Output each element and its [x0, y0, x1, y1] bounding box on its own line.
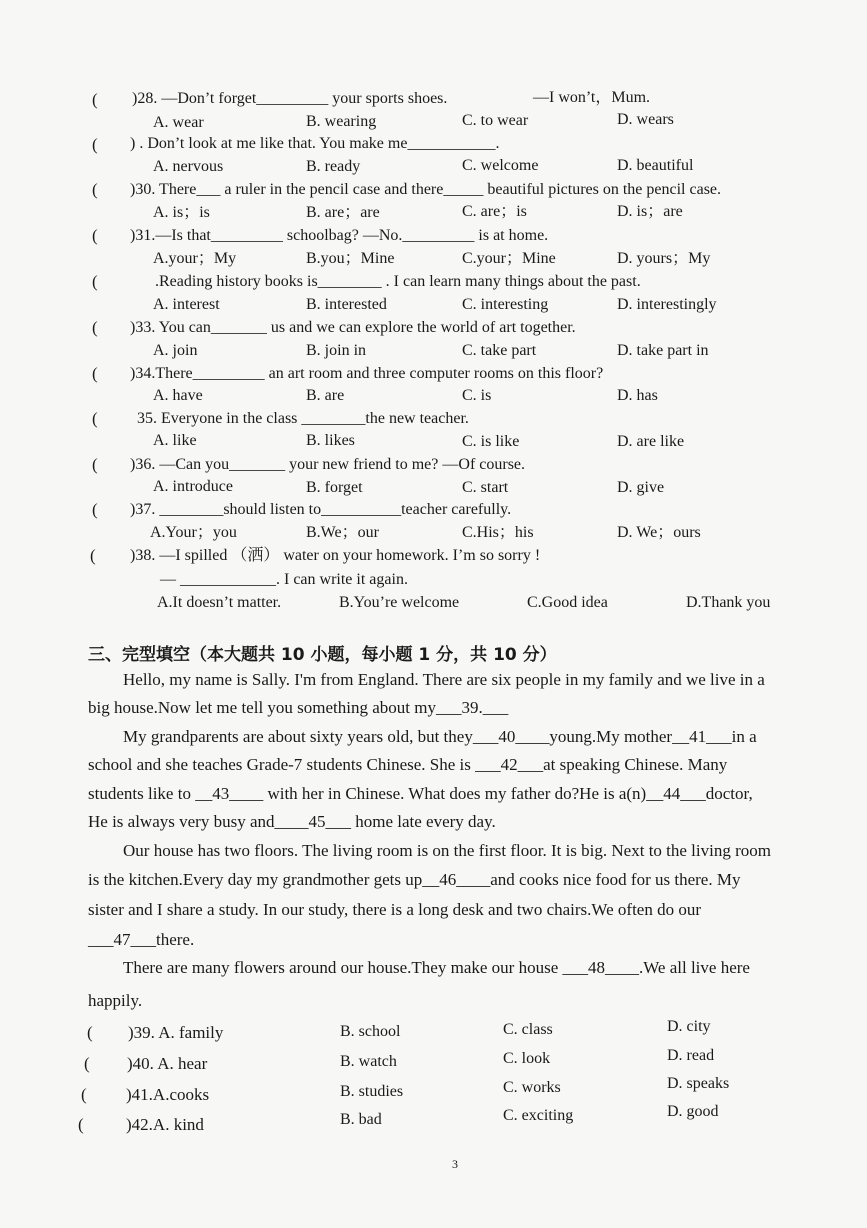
option-b: B. likes	[306, 432, 355, 449]
question-stem: .Reading history books is________ . I can learn many things about the past.	[155, 273, 641, 290]
option-a: A.Your；you	[150, 524, 237, 541]
option-b: B. are；are	[306, 204, 380, 221]
option-c: C.your；Mine	[462, 250, 556, 267]
passage-line: ___47___there.	[88, 930, 195, 949]
answer-paren: (	[92, 455, 98, 474]
passage-line: My grandparents are about sixty years old, but they___40____young.My mother__41___in a	[123, 727, 757, 746]
passage-line: big house.Now let me tell you something about my___39.___	[88, 698, 509, 717]
option-b: B.You’re welcome	[339, 594, 460, 611]
question-stem: )33. You can_______ us and we can explore the world of art together.	[130, 319, 576, 336]
option-d: D. is；are	[617, 203, 683, 220]
option-d: D. wears	[617, 111, 674, 128]
option-c: C. works	[503, 1079, 561, 1096]
cloze-question: )42.A. kind	[126, 1115, 204, 1134]
answer-paren: (	[81, 1085, 87, 1104]
passage-line: There are many flowers around our house.They make our house ___48____.We all live here	[123, 958, 750, 977]
option-b: B. ready	[306, 158, 361, 175]
question-stem: )31.—Is that_________ schoolbag? —No._________ is at home.	[130, 227, 549, 244]
option-c: C.His；his	[462, 524, 534, 541]
answer-paren: (	[92, 409, 98, 428]
option-d: D. take part in	[617, 342, 709, 359]
option-b: B. join in	[306, 342, 367, 359]
option-d: D. speaks	[667, 1075, 730, 1092]
option-d: D.Thank you	[686, 594, 771, 611]
option-d: D. read	[667, 1047, 715, 1064]
answer-paren: (	[87, 1023, 93, 1042]
answer-paren: (	[78, 1115, 84, 1134]
answer-paren: (	[92, 364, 98, 383]
option-c: C. to wear	[462, 112, 529, 129]
option-b: B. school	[340, 1023, 401, 1040]
question-stem: )37. ________should listen to__________teacher carefully.	[130, 501, 512, 518]
option-c: C. is	[462, 387, 492, 404]
option-c: C. welcome	[462, 157, 539, 174]
option-b: B.We；our	[306, 524, 379, 541]
question-reply-line: — ____________. I can write it again.	[160, 571, 408, 588]
option-a: A. wear	[153, 114, 204, 131]
option-a: A.your；My	[153, 250, 237, 267]
question-stem: 35. Everyone in the class ________the new teacher.	[137, 410, 469, 427]
option-a: A. nervous	[153, 158, 224, 175]
option-d: D. give	[617, 479, 665, 496]
option-d: D. good	[667, 1103, 719, 1120]
option-d: D. has	[617, 387, 658, 404]
option-b: B. studies	[340, 1083, 404, 1100]
passage-line: students like to __43____ with her in Chinese. What does my father do?He is a(n)__44___doctor,	[88, 784, 753, 803]
question-stem: )36. —Can you_______ your new friend to me? —Of course.	[130, 456, 526, 473]
question-stem: )38. —I spilled （洒） water on your homework. I’m so sorry !	[130, 547, 541, 564]
option-a: A. like	[153, 432, 197, 449]
option-c: C. start	[462, 479, 509, 496]
question-stem: )30. There___ a ruler in the pencil case and there_____ beautiful pictures on the pencil case.	[130, 181, 722, 198]
option-a: A. introduce	[153, 478, 233, 495]
option-b: B. bad	[340, 1111, 382, 1128]
question-stem: )34.There_________ an art room and three computer rooms on this floor?	[130, 365, 604, 382]
answer-paren: (	[90, 546, 96, 565]
section-heading: 三、完型填空（本大题共 10 小题，每小题 1 分，共 10 分）	[88, 645, 557, 665]
answer-paren: (	[92, 500, 98, 519]
answer-paren: (	[92, 135, 98, 154]
question-reply: —I won’t，Mum.	[533, 89, 651, 106]
passage-line: sister and I share a study. In our study, there is a long desk and two chairs.We often do our	[88, 900, 701, 919]
passage-line: happily.	[88, 991, 143, 1010]
option-d: D. interestingly	[617, 296, 717, 313]
option-c: C.Good idea	[527, 594, 608, 611]
option-b: B. are	[306, 387, 345, 404]
cloze-question: )41.A.cooks	[126, 1085, 210, 1104]
option-d: D. We；ours	[617, 524, 701, 541]
passage-line: school and she teaches Grade-7 students Chinese. She is ___42___at speaking Chinese. Many	[88, 755, 728, 774]
option-d: D. are like	[617, 433, 685, 450]
question-stem: )28. —Don’t forget_________ your sports shoes.	[132, 90, 448, 107]
option-c: C. look	[503, 1050, 551, 1067]
option-b: B. interested	[306, 296, 387, 313]
answer-paren: (	[92, 272, 98, 291]
answer-paren: (	[92, 226, 98, 245]
answer-paren: (	[84, 1054, 90, 1073]
option-c: C. are；is	[462, 203, 527, 220]
option-d: D. city	[667, 1018, 711, 1035]
answer-paren: (	[92, 90, 98, 109]
passage-line: He is always very busy and____45___ home late every day.	[88, 812, 496, 831]
option-a: A. interest	[153, 296, 220, 313]
option-b: B. wearing	[306, 113, 377, 130]
option-d: D. yours；My	[617, 250, 711, 267]
option-d: D. beautiful	[617, 157, 694, 174]
option-c: C. interesting	[462, 296, 549, 313]
answer-paren: (	[92, 180, 98, 199]
option-a: A. is；is	[153, 204, 210, 221]
passage-line: is the kitchen.Every day my grandmother gets up__46____and cooks nice food for us there. My	[88, 870, 741, 889]
option-c: C. class	[503, 1021, 553, 1038]
option-a: A.It doesn’t matter.	[157, 594, 282, 611]
cloze-question: )40. A. hear	[127, 1054, 208, 1073]
question-stem: ) . Don’t look at me like that. You make me___________.	[130, 135, 500, 152]
answer-paren: (	[92, 318, 98, 337]
option-c: C. is like	[462, 433, 520, 450]
cloze-question: )39. A. family	[128, 1023, 224, 1042]
passage-line: Our house has two floors. The living room is on the first floor. It is big. Next to the living room	[123, 841, 771, 860]
option-c: C. take part	[462, 342, 537, 359]
option-b: B.you；Mine	[306, 250, 395, 267]
option-b: B. forget	[306, 479, 363, 496]
option-b: B. watch	[340, 1053, 397, 1070]
passage-line: Hello, my name is Sally. I'm from England. There are six people in my family and we live in a	[123, 670, 765, 689]
page-number: 3	[452, 1157, 458, 1171]
option-a: A. have	[153, 387, 203, 404]
option-a: A. join	[153, 342, 198, 359]
option-c: C. exciting	[503, 1107, 574, 1124]
